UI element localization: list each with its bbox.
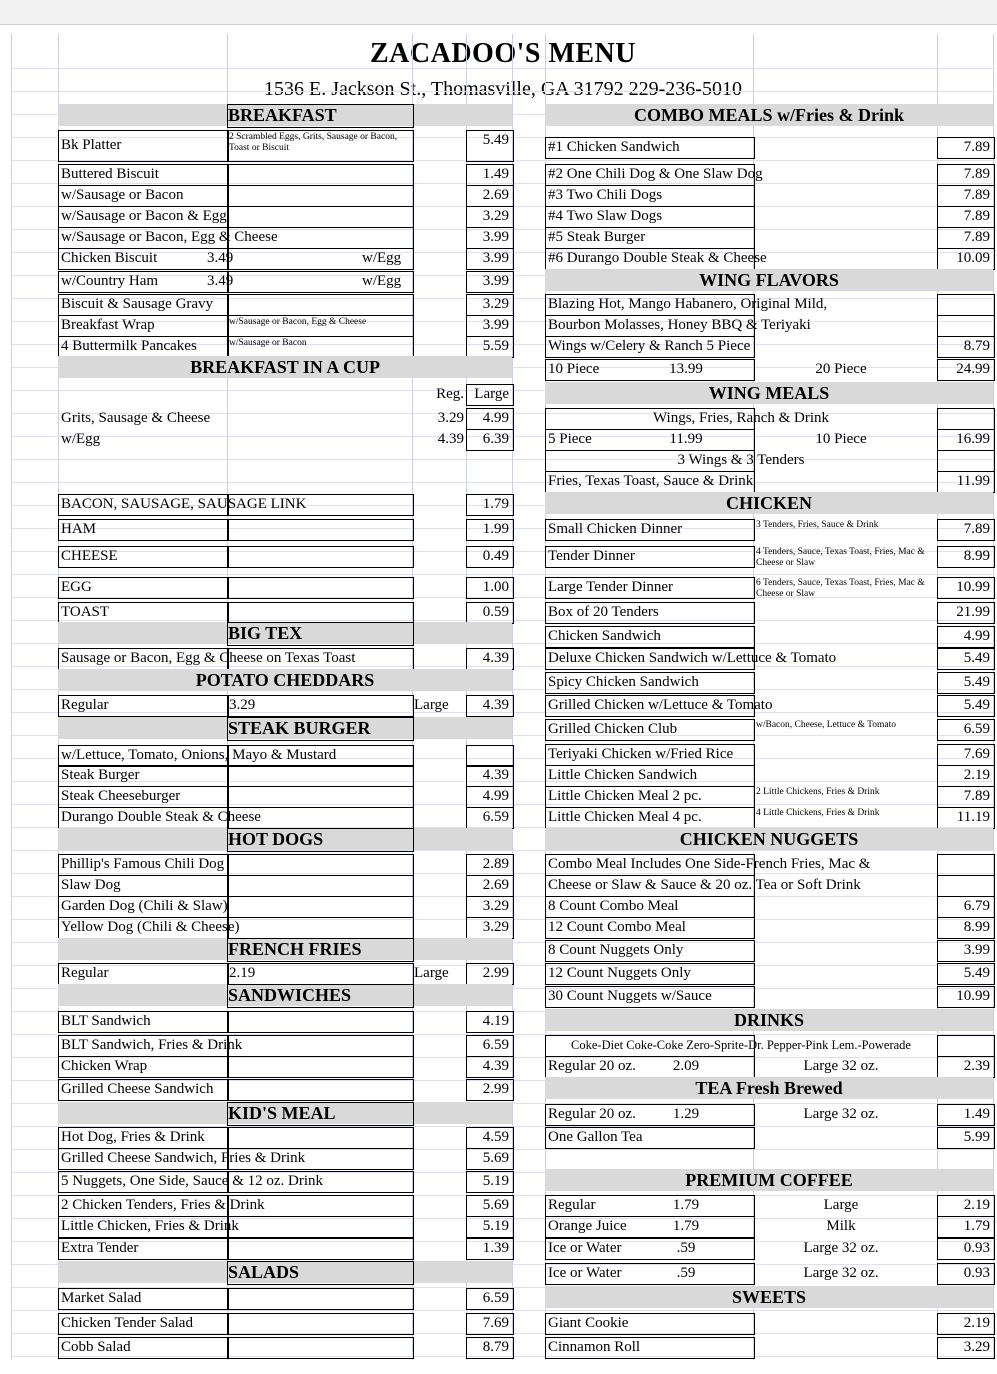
- section-title: CHICKEN: [725, 493, 812, 513]
- cell-border: [227, 1127, 414, 1149]
- item-name: Chicken Wrap: [61, 1058, 148, 1074]
- item-name: Ice or Water: [548, 1240, 622, 1256]
- item-name: Grilled Cheese Sandwich, Fries & Drink: [61, 1150, 306, 1166]
- item-name: Little Chicken Meal 4 pc.: [548, 809, 702, 825]
- item-name: Steak Burger: [61, 767, 140, 783]
- item-name: Cinnamon Roll: [548, 1339, 641, 1355]
- cell-border: [227, 1056, 414, 1078]
- regular-price: Reg.: [436, 386, 464, 402]
- section-header: [545, 1009, 993, 1031]
- item-price: 0.49: [482, 548, 509, 564]
- large-price: Large: [474, 386, 509, 402]
- item-name: 4 Buttermilk Pancakes: [61, 338, 197, 354]
- item-name: Teriyaki Chicken w/Fried Rice: [548, 746, 734, 762]
- item-name: Ice or Water: [548, 1265, 622, 1281]
- item-name: #6 Durango Double Steak & Cheese: [548, 250, 767, 266]
- item-name: Regular 20 oz.: [548, 1058, 636, 1074]
- item-price: 1.00: [482, 579, 509, 595]
- address-line: 1536 E. Jackson St., Thomasville, GA 31792 229-236-5010: [264, 78, 742, 100]
- item-price: 3.29: [482, 208, 509, 224]
- page-title: ZACADOO'S MENU: [369, 38, 636, 69]
- cell-border: [227, 1337, 414, 1359]
- item-price: 7.89: [963, 166, 990, 182]
- grid-row-line: [11, 482, 995, 483]
- item-price: 24.99: [956, 361, 990, 377]
- item-price: 10.99: [956, 579, 990, 595]
- item-price: 8.79: [963, 338, 990, 354]
- item-price: 2.19: [963, 1315, 990, 1331]
- item-price-mid: 1.79: [672, 1197, 700, 1213]
- item-name: One Gallon Tea: [548, 1129, 643, 1145]
- item-price: 7.89: [963, 139, 990, 155]
- section-header: [58, 669, 512, 691]
- item-note: 4 Little Chickens, Fries & Drink: [756, 808, 880, 818]
- section-header: [58, 356, 512, 378]
- cell-border: [227, 1011, 414, 1033]
- cell-border: [227, 1313, 414, 1335]
- item-price: 2.19: [963, 1197, 990, 1213]
- item-price: 11.99: [956, 473, 990, 489]
- cell-border: [227, 206, 414, 228]
- item-price: 3.29: [963, 1339, 990, 1355]
- cell-border: [227, 1261, 414, 1285]
- item-name: Grits, Sausage & Cheese: [61, 410, 211, 426]
- cell-border: [937, 875, 995, 897]
- item-size-label: Large 32 oz.: [803, 1240, 879, 1256]
- item-name: Blazing Hot, Mango Habanero, Original Mild,: [548, 296, 828, 312]
- item-price: 4.39: [482, 697, 509, 713]
- cell-border: [227, 896, 414, 918]
- item-name: Deluxe Chicken Sandwich w/Lettuce & Tomato: [548, 650, 837, 666]
- regular-price: 3.29: [437, 410, 464, 426]
- item-name: Fries, Texas Toast, Sauce & Drink: [548, 473, 754, 489]
- item-name: w/Lettuce, Tomato, Onions, Mayo & Mustard: [61, 747, 337, 763]
- item-name: Grilled Chicken Club: [548, 721, 678, 737]
- section-title: COMBO MEALS w/Fries & Drink: [634, 105, 904, 125]
- item-name: Combo Meal Includes One Side-French Fries, Mac &: [548, 856, 871, 872]
- item-price: 5.69: [482, 1150, 509, 1166]
- item-name: Grilled Chicken w/Lettuce & Tomato: [548, 697, 773, 713]
- item-price: 3.99: [482, 250, 509, 266]
- item-name: w/Egg: [61, 431, 101, 447]
- item-price: 6.79: [963, 898, 990, 914]
- item-name: 12 Count Nuggets Only: [548, 965, 691, 981]
- item-name: BLT Sandwich: [61, 1013, 151, 1029]
- cell-border: [227, 984, 414, 1008]
- section-title: BIG TEX: [228, 623, 303, 643]
- item-price: 8.79: [482, 1339, 509, 1355]
- section-title: PREMIUM COFFEE: [685, 1170, 853, 1190]
- item-price: 7.89: [963, 187, 990, 203]
- item-price: 3.99: [963, 942, 990, 958]
- item-price: 21.99: [956, 604, 990, 620]
- item-price: 5.49: [963, 697, 990, 713]
- item-price-mid: .59: [676, 1240, 696, 1256]
- item-name: Cheese or Slaw & Sauce & 20 oz. Tea or Soft Drink: [548, 877, 861, 893]
- item-name: Spicy Chicken Sandwich: [548, 674, 699, 690]
- item-name: Small Chicken Dinner: [548, 521, 683, 537]
- item-name: Regular: [61, 697, 109, 713]
- item-price: 0.59: [482, 604, 509, 620]
- item-price: 6.59: [482, 1037, 509, 1053]
- item-name: #1 Chicken Sandwich: [548, 139, 680, 155]
- item-name: Buttered Biscuit: [61, 166, 159, 182]
- item-price: 10.99: [956, 988, 990, 1004]
- item-price: 8.99: [963, 548, 990, 564]
- item-price: 3.29: [482, 919, 509, 935]
- item-name: Little Chicken Sandwich: [548, 767, 698, 783]
- item-price: 3.99: [482, 229, 509, 245]
- item-price: 0.93: [963, 1240, 990, 1256]
- cell-border: [937, 450, 995, 472]
- cell-border: [227, 938, 414, 962]
- item-name: Bourbon Molasses, Honey BBQ & Teriyaki: [548, 317, 811, 333]
- item-price: 1.39: [482, 1240, 509, 1256]
- item-name: Regular: [548, 1197, 596, 1213]
- item-price-mid: 13.99: [669, 361, 703, 377]
- large-price: 4.99: [482, 410, 509, 426]
- item-name: BACON, SAUSAGE, SAUSAGE LINK: [61, 496, 307, 512]
- section-title: WING FLAVORS: [699, 270, 839, 290]
- cell-border: [937, 408, 995, 430]
- base-price: 3.49: [207, 250, 234, 266]
- add-on-label: w/Egg: [362, 273, 402, 289]
- item-price: 4.99: [963, 628, 990, 644]
- item-name: Tender Dinner: [548, 548, 635, 564]
- item-name: Phillip's Famous Chili Dog: [61, 856, 225, 872]
- item-note: 6 Tenders, Sauce, Texas Toast, Fries, Mac & Cheese or Slaw: [756, 578, 925, 599]
- item-name: CHEESE: [61, 548, 118, 564]
- item-price: 4.59: [482, 1129, 509, 1145]
- item-note: 2 Scrambled Eggs, Grits, Sausage or Bacon, Toast or Biscuit: [229, 132, 398, 153]
- item-name: 5 Piece: [548, 431, 592, 447]
- item-note: 2 Little Chickens, Fries & Drink: [756, 787, 880, 797]
- grid-row-line: [11, 574, 995, 575]
- section-title: TEA Fresh Brewed: [695, 1078, 843, 1098]
- cell-border: [227, 546, 414, 568]
- item-note: w/Sausage or Bacon, Egg & Cheese: [229, 317, 367, 327]
- item-name: BLT Sandwich, Fries & Drink: [61, 1037, 243, 1053]
- item-price: 7.69: [482, 1315, 509, 1331]
- section-title: BREAKFAST IN A CUP: [190, 357, 380, 377]
- item-name: Extra Tender: [61, 1240, 139, 1256]
- item-name: #5 Steak Burger: [548, 229, 646, 245]
- item-price: 4.99: [482, 788, 509, 804]
- item-price: 6.59: [963, 721, 990, 737]
- regular-price: 3.29: [229, 697, 256, 713]
- item-size-label: Large 32 oz.: [803, 1265, 879, 1281]
- item-price: 11.19: [956, 809, 990, 825]
- item-name: Chicken Biscuit: [61, 250, 158, 266]
- item-name: 12 Count Combo Meal: [548, 919, 686, 935]
- item-name: Regular: [61, 965, 109, 981]
- item-price: 7.89: [963, 229, 990, 245]
- item-name: w/Sausage or Bacon: [61, 187, 184, 203]
- cell-border: [227, 786, 414, 808]
- item-name: Little Chicken, Fries & Drink: [61, 1218, 239, 1234]
- item-name: Giant Cookie: [548, 1315, 629, 1331]
- item-name: Bk Platter: [61, 137, 122, 153]
- item-price: 0.93: [963, 1265, 990, 1281]
- item-price: 16.99: [956, 431, 990, 447]
- section-title: POTATO CHEDDARS: [195, 670, 375, 690]
- section-title: SANDWICHES: [228, 985, 352, 1005]
- item-name: 3 Wings & 3 Tenders: [677, 452, 805, 468]
- section-header: [545, 104, 993, 126]
- item-size-label: Milk: [826, 1218, 856, 1234]
- cell-border: [227, 1035, 414, 1057]
- item-name: Breakfast Wrap: [61, 317, 155, 333]
- item-price: 4.39: [482, 767, 509, 783]
- item-price: 4.39: [482, 1058, 509, 1074]
- cell-border: [227, 164, 414, 186]
- section-title: HOT DOGS: [228, 829, 324, 849]
- item-name: 2 Chicken Tenders, Fries & Drink: [61, 1197, 265, 1213]
- cell-border: [227, 622, 414, 646]
- cell-border: [227, 185, 414, 207]
- item-price: 5.59: [482, 338, 509, 354]
- regular-price: 4.39: [437, 431, 464, 447]
- item-price: 2.19: [963, 767, 990, 783]
- item-name: Market Salad: [61, 1290, 142, 1306]
- item-price: 3.99: [482, 317, 509, 333]
- grid-column-line: [11, 34, 12, 1360]
- item-name: Slaw Dog: [61, 877, 121, 893]
- section-header: [545, 269, 993, 291]
- cell-border: [227, 1288, 414, 1310]
- item-name: Chicken Sandwich: [548, 628, 661, 644]
- item-name: Box of 20 Tenders: [548, 604, 659, 620]
- section-header: [545, 1286, 993, 1308]
- item-price: 3.29: [482, 296, 509, 312]
- cell-border: [466, 745, 514, 767]
- section-title: WING MEALS: [708, 383, 830, 403]
- item-name: Little Chicken Meal 2 pc.: [548, 788, 702, 804]
- cell-border: [937, 1035, 995, 1057]
- item-price: 10.09: [956, 250, 990, 266]
- section-title: CHICKEN NUGGETS: [679, 829, 859, 849]
- item-name: w/Country Ham: [61, 273, 159, 289]
- item-name: 8 Count Nuggets Only: [548, 942, 684, 958]
- item-name: TOAST: [61, 604, 110, 620]
- item-price: 2.69: [482, 877, 509, 893]
- item-price: 6.59: [482, 1290, 509, 1306]
- item-name: #3 Two Chili Dogs: [548, 187, 663, 203]
- item-price: 2.89: [482, 856, 509, 872]
- item-price: 5.49: [963, 965, 990, 981]
- item-name: Large Tender Dinner: [548, 579, 674, 595]
- item-price: 5.49: [482, 132, 509, 148]
- item-note: w/Bacon, Cheese, Lettuce & Tomato: [756, 720, 897, 730]
- item-price: 2.99: [482, 965, 509, 981]
- size-label: Large: [414, 697, 449, 713]
- item-price-mid: 1.29: [672, 1106, 700, 1122]
- section-header: [545, 382, 993, 404]
- item-price-mid: 11.99: [669, 431, 703, 447]
- cell-border: [227, 875, 414, 897]
- item-name: #2 One Chili Dog & One Slaw Dog: [548, 166, 763, 182]
- section-header: [545, 492, 993, 514]
- cell-border: [937, 315, 995, 337]
- cell-border: [227, 717, 414, 741]
- item-name: Wings, Fries, Ranch & Drink: [652, 410, 830, 426]
- item-price: 7.89: [963, 208, 990, 224]
- section-header: [545, 1077, 993, 1099]
- item-price: 5.69: [482, 1197, 509, 1213]
- cell-border: [227, 577, 414, 599]
- section-title: BREAKFAST: [228, 105, 337, 125]
- item-price: 1.79: [482, 496, 509, 512]
- item-name: Yellow Dog (Chili & Cheese): [61, 919, 240, 935]
- cell-border: [227, 104, 414, 128]
- size-label: Large: [414, 965, 449, 981]
- item-name: w/Sausage or Bacon & Egg: [61, 208, 227, 224]
- item-name: Garden Dog (Chili & Slaw): [61, 898, 228, 914]
- section-title: STEAK BURGER: [228, 718, 371, 738]
- item-note: w/Sausage or Bacon: [229, 338, 307, 348]
- section-header: [545, 828, 993, 850]
- item-price: 3.29: [482, 898, 509, 914]
- grid-row-line: [11, 850, 995, 851]
- item-size-label: Large 32 oz.: [803, 1106, 879, 1122]
- item-name: #4 Two Slaw Dogs: [548, 208, 663, 224]
- item-name: Regular 20 oz.: [548, 1106, 636, 1122]
- item-price: 5.49: [963, 674, 990, 690]
- section-header: [545, 1169, 993, 1191]
- add-on-label: w/Egg: [362, 250, 402, 266]
- item-name: Biscuit & Sausage Gravy: [61, 296, 214, 312]
- cell-border: [227, 765, 414, 787]
- item-name: Coke-Diet Coke-Coke Zero-Sprite-Dr. Pepper-Pink Lem.-Powerade: [571, 1038, 911, 1052]
- section-title: KID'S MEAL: [228, 1103, 336, 1123]
- item-price: 6.59: [482, 809, 509, 825]
- item-name: w/Sausage or Bacon, Egg & Cheese: [61, 229, 278, 245]
- item-note: 3 Tenders, Fries, Sauce & Drink: [756, 520, 879, 530]
- section-title: DRINKS: [733, 1010, 804, 1030]
- menu-sheet: [11, 34, 995, 1360]
- item-name: EGG: [61, 579, 92, 595]
- item-price: 2.99: [482, 1081, 509, 1097]
- cell-border: [937, 294, 995, 316]
- item-price-mid: 1.79: [672, 1218, 700, 1234]
- item-price-mid: .59: [676, 1265, 696, 1281]
- item-price: 4.19: [482, 1013, 509, 1029]
- section-title: SWEETS: [731, 1287, 807, 1307]
- cell-border: [227, 519, 414, 541]
- item-price: 7.89: [963, 788, 990, 804]
- item-name: Hot Dog, Fries & Drink: [61, 1129, 205, 1145]
- item-name: Durango Double Steak & Cheese: [61, 809, 261, 825]
- item-price: 5.99: [963, 1129, 990, 1145]
- cell-border: [227, 1102, 414, 1126]
- item-size-label: Large 32 oz.: [803, 1058, 879, 1074]
- item-price: 5.49: [963, 650, 990, 666]
- item-size-label: 10 Piece: [815, 431, 867, 447]
- item-price: 1.49: [482, 166, 509, 182]
- item-name: Chicken Tender Salad: [61, 1315, 193, 1331]
- cell-border: [227, 1238, 414, 1260]
- item-price: 2.39: [963, 1058, 990, 1074]
- cell-border: [227, 1216, 414, 1238]
- item-name: 10 Piece: [548, 361, 600, 377]
- cell-border: [227, 917, 414, 939]
- item-price: 3.99: [482, 273, 509, 289]
- item-price: 1.49: [963, 1106, 990, 1122]
- item-price: 7.89: [963, 521, 990, 537]
- item-name: 30 Count Nuggets w/Sauce: [548, 988, 712, 1004]
- item-price: 1.79: [963, 1218, 990, 1234]
- item-size-label: Large: [823, 1197, 859, 1213]
- item-name: 5 Nuggets, One Side, Sauce & 12 oz. Drink: [61, 1173, 324, 1189]
- cell-border: [227, 854, 414, 876]
- item-name: Wings w/Celery & Ranch 5 Piece: [548, 338, 751, 354]
- browser-top-bar: [0, 0, 997, 25]
- item-price: 5.19: [482, 1173, 509, 1189]
- item-name: Grilled Cheese Sandwich: [61, 1081, 214, 1097]
- item-name: Cobb Salad: [61, 1339, 131, 1355]
- item-name: 8 Count Combo Meal: [548, 898, 679, 914]
- cell-border: [227, 602, 414, 624]
- item-price: 8.99: [963, 919, 990, 935]
- grid-row-line: [11, 91, 995, 92]
- cell-border: [227, 1079, 414, 1101]
- item-price: 7.69: [963, 746, 990, 762]
- item-price: 4.39: [482, 650, 509, 666]
- base-price: 3.49: [207, 273, 234, 289]
- section-title: SALADS: [228, 1262, 300, 1282]
- item-size-label: 20 Piece: [815, 361, 867, 377]
- item-price: 1.99: [482, 521, 509, 537]
- section-title: FRENCH FRIES: [228, 939, 362, 959]
- item-price: 2.69: [482, 187, 509, 203]
- item-name: Sausage or Bacon, Egg & Cheese on Texas Toast: [61, 650, 356, 666]
- item-price: 5.19: [482, 1218, 509, 1234]
- item-price-mid: 2.09: [672, 1058, 700, 1074]
- item-name: Steak Cheeseburger: [61, 788, 181, 804]
- item-name: Orange Juice: [548, 1218, 627, 1234]
- cell-border: [227, 828, 414, 852]
- item-note: 4 Tenders, Sauce, Texas Toast, Fries, Mac & Cheese or Slaw: [756, 547, 925, 568]
- grid-row-line: [11, 68, 995, 69]
- item-name: HAM: [61, 521, 97, 537]
- regular-price: 2.19: [229, 965, 256, 981]
- cell-border: [937, 854, 995, 876]
- grid-row-line: [11, 1310, 995, 1311]
- cell-border: [227, 294, 414, 316]
- large-price: 6.39: [482, 431, 509, 447]
